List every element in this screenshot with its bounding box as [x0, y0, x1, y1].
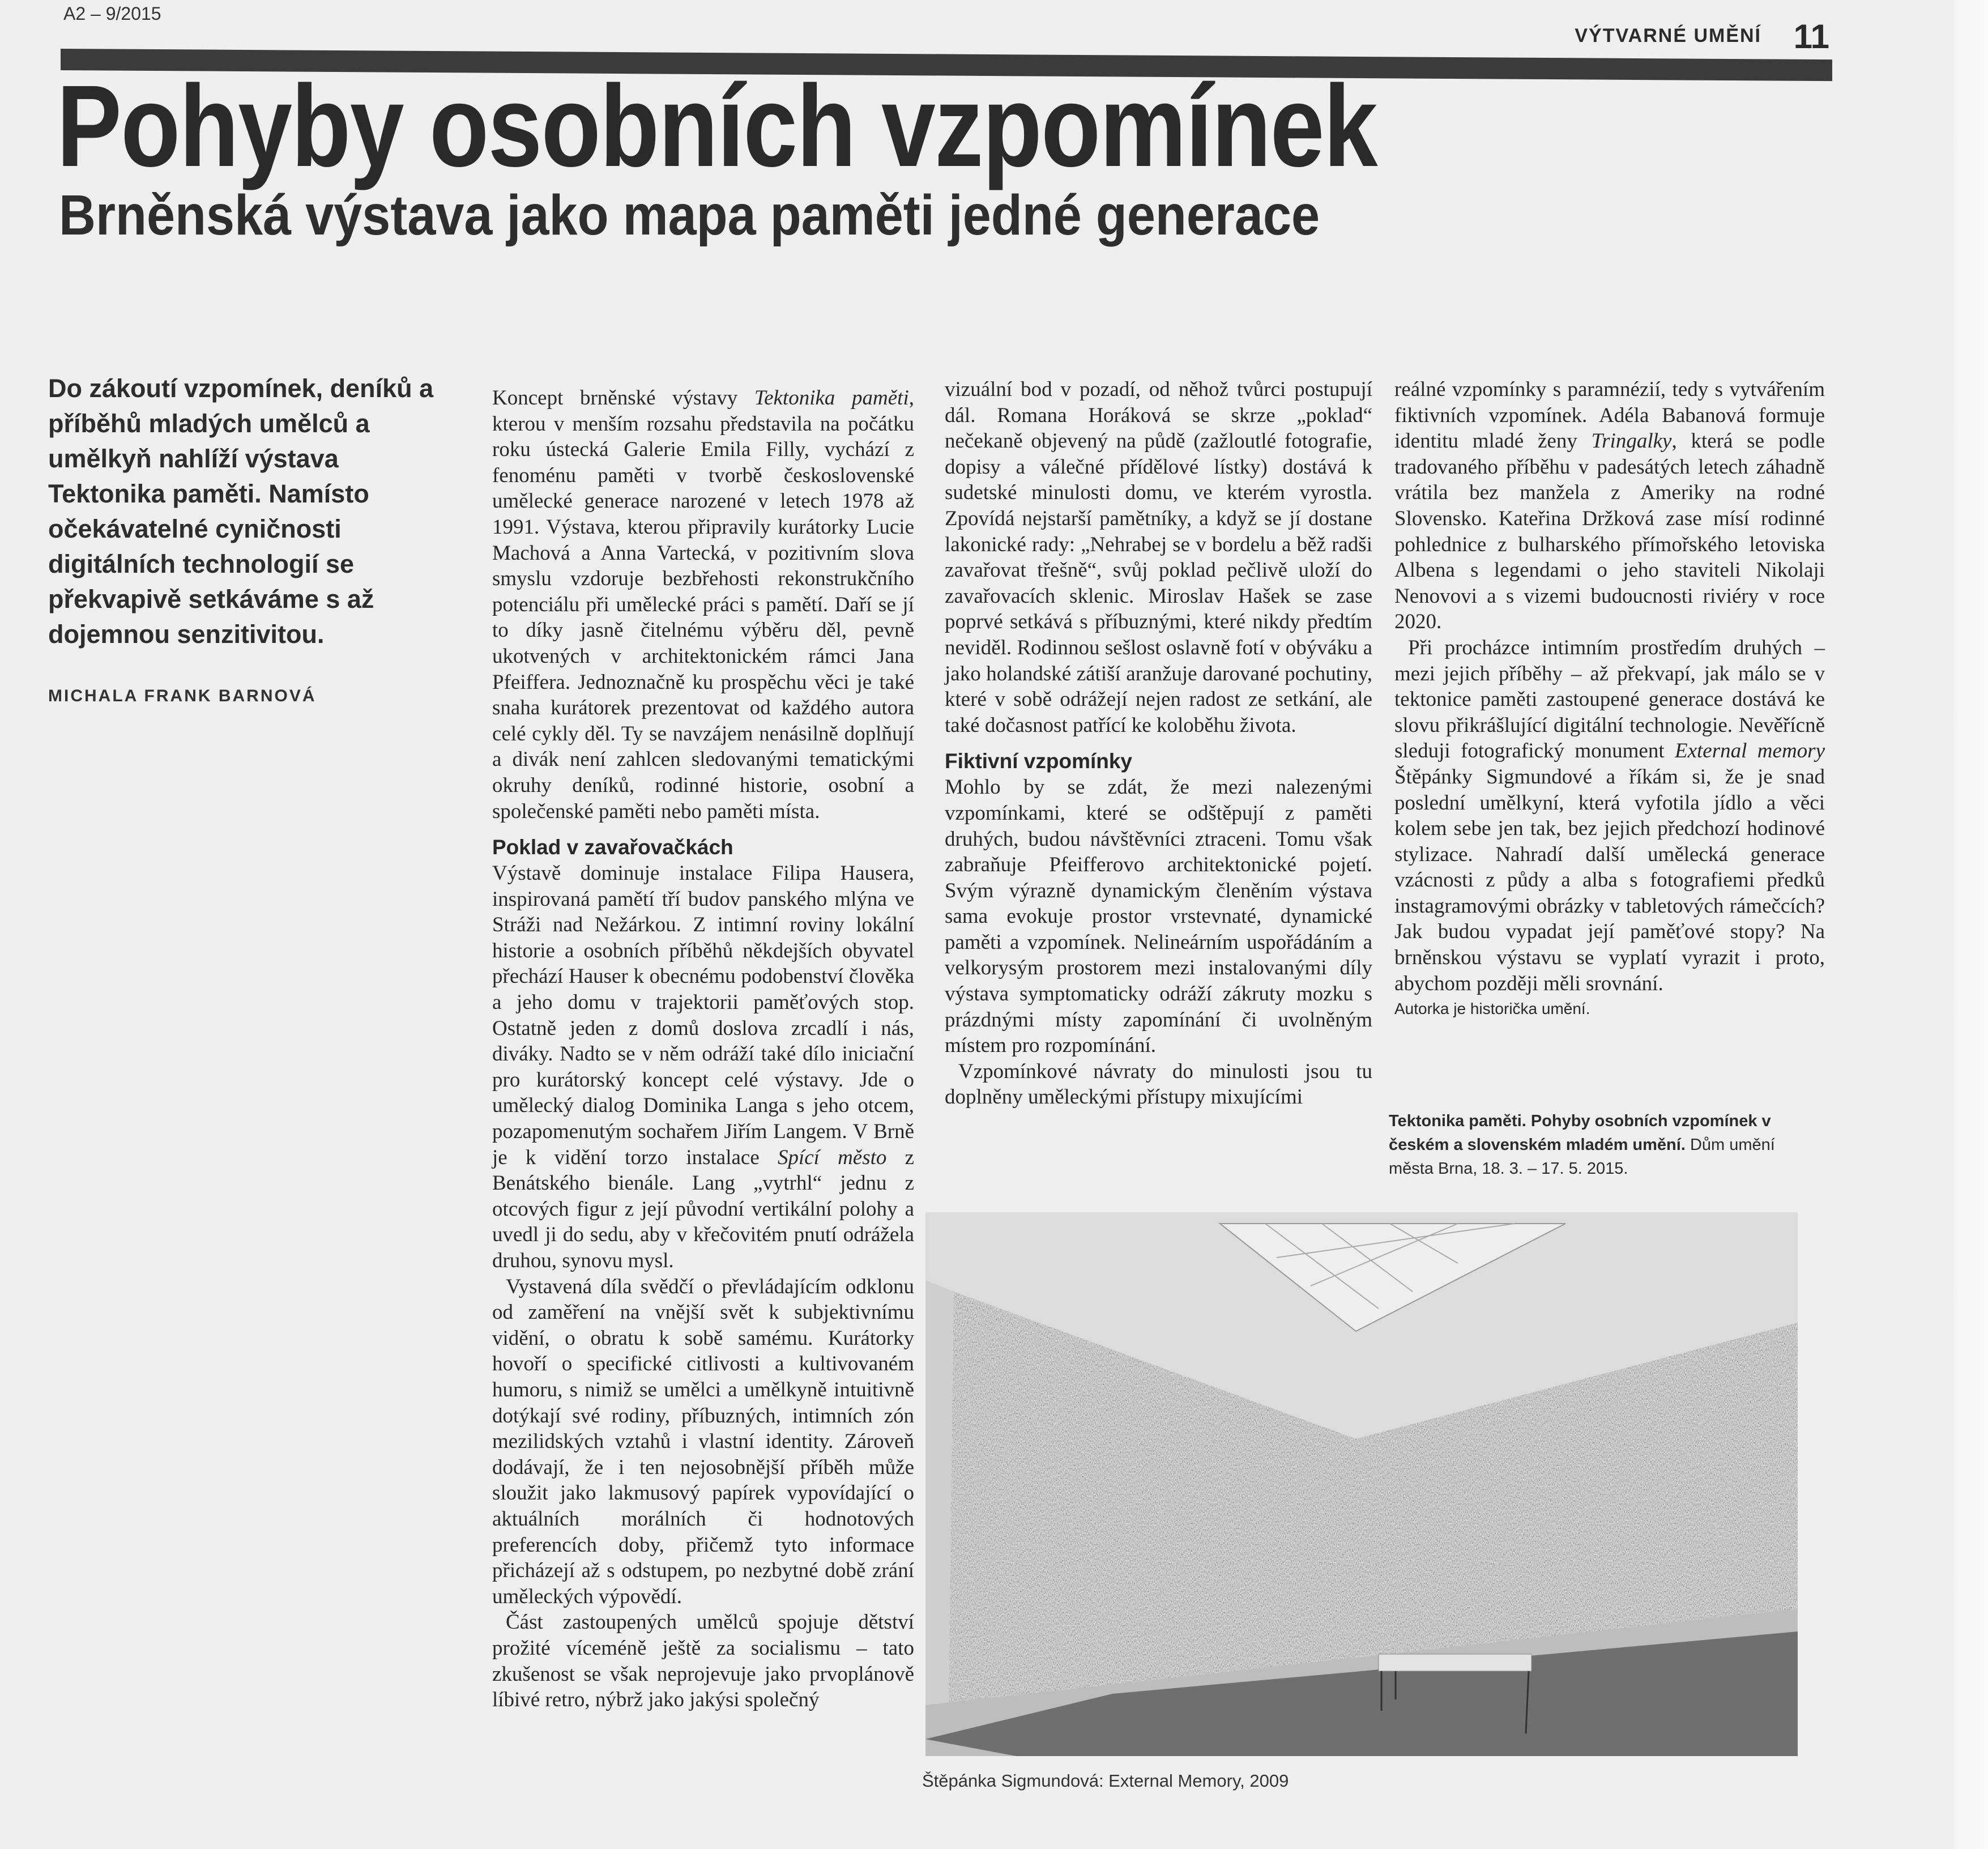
- paragraph: [492, 1274, 914, 1610]
- text-run: reálné vzpomínky s paramnézií, tedy s vytvářením fiktivních vzpomínek. Adéla Babanová formuje identitu mladé ženy: [1394, 378, 1825, 453]
- exhibition-info: [1389, 1109, 1797, 1181]
- exhibition-photo: [925, 1212, 1798, 1756]
- italic-title: External memory: [1675, 739, 1825, 763]
- author-note: Autorka je historička umění.: [1394, 1000, 1590, 1018]
- page-edge: [1954, 0, 1988, 1849]
- paragraph: [492, 385, 914, 824]
- text-run: , kterou v menším rozsahu představila na počátku roku ústecká Galerie Emila Filly, vychází z fenoménu paměti v tvorbě československé umělecké generace narozené v letech 1978 až 1991. Výstava, kterou připravily kurátorky Lucie Machová a Anna Vartecká, v pozitivním slova smyslu vzdoruje bezbřehosti rekonstrukčního potenciálu při umělecké práci s pamětí. Daří se jí to díky jasně čitelnému výběru děl, pevně ukotvených v architektonickém rámci Jana Pfeiffera. Jednoznačně ku prospěchu věci je také snaha kurátorek prezentovat od každého autora celé cykly děl. Ty se navzájem nenásilně doplňují a divák není zahlcen sledovanými tematickými okruhy deníků, rodinné historie, osobní a společenské paměti nebo paměti místa.: [492, 386, 914, 823]
- text-run: Vystavená díla svědčí o převládajícím odklonu od zaměření na vnější svět k subjektivnímu vidění, o obratu k sobě samému. Kurátorky hovoří o specifické citlivosti a kultivovaném humoru, s nimiž se umělci a umělkyně intuitivně dotýkají své rodiny, příbuzných, intimních zón mezilidských vztahů i vlastní identity. Zároveň dodávají, že i ten nejosobnější příběh může sloužit jako lakmusový papírek vypovídající o aktuálních morálních či hodnotových preferencích doby, přičemž tyto informace přicházejí až s odstupem, po nezbytné době zrání uměleckých výpovědí.: [492, 1275, 914, 1608]
- photo-caption: Štěpánka Sigmundová: External Memory, 2009: [922, 1771, 1289, 1791]
- article-subtitle: Brněnská výstava jako mapa paměti jedné generace: [59, 184, 1320, 247]
- text-run: , která se podle tradovaného příběhu v padesátých letech záhadně vrátila bez manžela z Ameriky na rodné Slovensko. Kateřina Držková zase mísí rodinné pohlednice z bulharského přímořského letoviska Albena s legendami o jeho staviteli Nikolaji Nenovovi a s vizemi budoucnosti riviéry v roce 2020.: [1394, 429, 1825, 634]
- paragraph: [492, 860, 914, 1274]
- article-lead: Do zákoutí vzpomínek, deníků a příběhů mladých umělců a umělkyň nahlíží výstava Tektonika paměti. Namísto očekávatelné cyničnosti digitálních technologií se překvapivě setkáváme s až dojemnou senzitivitou.: [48, 374, 434, 649]
- paragraph: [945, 377, 1372, 738]
- paragraph: [1394, 377, 1825, 635]
- section-heading: Fiktivní vzpomínky: [945, 749, 1133, 773]
- text-run: Mohlo by se zdát, že mezi nalezenými vzpomínkami, které se odštěpují z paměti druhých, budou návštěvníci ztraceni. Tomu však zabraňuje Pfeifferovo architektonické pojetí. Svým výrazně dynamickým členěním výstava sama evokuje prostor vrstevnaté, dynamické paměti a vzpomínek. Nelineárním uspořádáním a velkorysým prostorem mezi instalovanými díly výstava symptomaticky odráží zákruty mozku s prázdnými místy zapomínání či uvolněným místem pro rozpomínání.: [945, 776, 1372, 1058]
- text-column-2: [945, 377, 1372, 1110]
- text-run: Koncept brněnské výstavy: [492, 386, 754, 410]
- text-column-3: [1394, 377, 1825, 1020]
- text-run: Výstavě dominuje instalace Filipa Hausera, inspirovaná pamětí tří budov panského mlýna ve Stráži nad Nežárkou. Z intimní roviny lokální historie a osobních příběhů někdejších obyvatel přechází Hauser k obecnému podobenství člověka a jeho domu v trajektorii paměťových stop. Ostatně jeden z domů doslova zrcadlí i nás, diváky. Nadto se v něm odráží také dílo iniciační pro kurátorský koncept celé výstavy. Jde o umělecký dialog Dominika Langa s jeho otcem, pozapomenutým sochařem Jiřím Langem. V Brně je k vidění torzo instalace: [492, 862, 914, 1169]
- section-label: VÝTVARNÉ UMĚNÍ: [1575, 25, 1761, 46]
- text-column-1: [492, 385, 914, 1713]
- article-title: Pohyby osobních vzpomínek: [57, 61, 1377, 191]
- italic-title: Spící město: [777, 1145, 887, 1169]
- paragraph: [945, 1059, 1372, 1110]
- section-heading: Poklad v zavařovačkách: [492, 836, 733, 859]
- issue-label: A2 – 9/2015: [63, 3, 161, 24]
- paragraph: [492, 1609, 914, 1712]
- paragraph: [1394, 635, 1825, 996]
- exhibition-title: Tektonika paměti. Pohyby osobních vzpomínek v českém a slovenském mladém umění.: [1389, 1112, 1771, 1154]
- text-run: Štěpánky Sigmundové a říkám si, že je snad poslední umělkyní, která vyfotila jídlo a věci kolem sebe jen tak, bez jejich předchozí hodinové stylizace. Nahradí další umělecká generace vzácnosti z půdy a alba s fotografiemi předků instagramovými obrázky v tabletových rámečcích? Jak budou vypadat její paměťové stopy? Na brněnskou výstavu se vyplatí vyrazit i proto, abychom později měli srovnání.: [1394, 765, 1825, 995]
- text-run: Část zastoupených umělců spojuje dětství prožité víceméně ještě za socialismu – tato zkušenost se však neprojevuje jako prvoplánově líbivé retro, nýbrž jako jakýsi společný: [492, 1611, 914, 1712]
- byline: MICHALA FRANK BARNOVÁ: [48, 687, 317, 705]
- exhibition-venue: Dům umění města Brna, 18. 3. – 17. 5. 2015.: [1389, 1136, 1775, 1178]
- text-run: vizuální bod v pozadí, od něhož tvůrci postupují dál. Romana Horáková se skrze „poklad“ nečekaně objevený na půdě (zažloutlé fotografie, dopisy a válečné přídělové lístky) dostává k sudetské minulosti domu, ve kterém vyrostla. Zpovídá nejstarší pamětníky, a když se jí dostane lakonické rady: „Nehrabej se v bordelu a běž radši zavařovat třešně“, svůj poklad pečlivě uloží do zavařovacích sklenic. Miroslav Hašek se zase poprvé setkává s příbuznými, které nikdy předtím neviděl. Rodinnou sešlost oslavně fotí v obýváku a jako holandské zátiší aranžuje darované pochutiny, které v sobě odrážejí nejen radost ze setkání, ale také dočasnost patřící ke koloběhu života.: [945, 378, 1372, 737]
- text-run: z Benátského bienále. Lang „vytrhl“ jednu z otcových figur z její původní vertikální polohy a uvedl ji do sedu, aby v křečovitém pnutí odrážela druhou, synovu mysl.: [492, 1145, 914, 1272]
- italic-title: Tektonika paměti: [754, 386, 909, 410]
- text-run: Vzpomínkové návraty do minulosti jsou tu doplněny uměleckými přístupy mixujícími: [945, 1059, 1372, 1109]
- text-run: Při procházce intimním prostředím druhých – mezi jejich příběhy – až překvapí, jak málo se v tektonice paměti zastoupené generace dostává ke slovu přikrášlující digitální technologie. Nevěřícně sleduji fotografický monument: [1394, 636, 1825, 763]
- italic-title: Tringalky: [1591, 429, 1672, 453]
- page-number: 11: [1793, 18, 1829, 56]
- paragraph: [945, 774, 1372, 1059]
